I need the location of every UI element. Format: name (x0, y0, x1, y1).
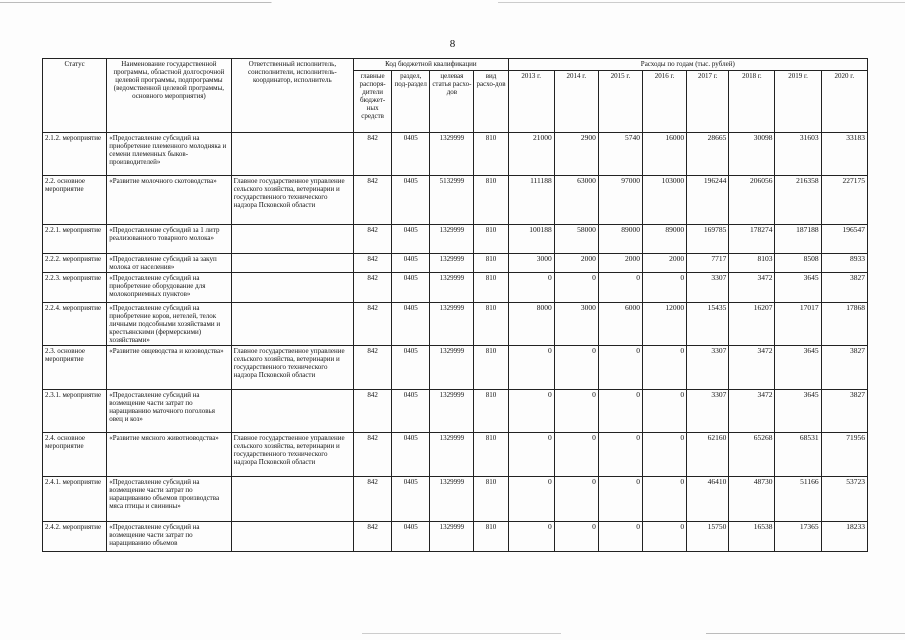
row-value: 3307 (687, 273, 729, 303)
row-value: 0 (643, 390, 687, 433)
row-value: 7717 (687, 254, 729, 273)
row-code-rz: 0405 (392, 522, 430, 552)
row-value: 0 (508, 346, 554, 390)
row-value: 196547 (821, 225, 867, 254)
row-value: 0 (598, 390, 642, 433)
row-value: 3307 (687, 390, 729, 433)
row-value: 3645 (775, 346, 821, 390)
table-row (43, 254, 868, 273)
row-status: 2.2. основное мероприятие (43, 176, 107, 225)
table-body (43, 133, 868, 552)
row-value: 0 (643, 522, 687, 552)
header-year: 2014 г. (554, 71, 598, 133)
row-name: «Развитие молочного скотоводства» (107, 176, 231, 225)
table-row (43, 133, 868, 176)
row-code-rz: 0405 (392, 346, 430, 390)
row-value: 17017 (775, 303, 821, 346)
page-number: 8 (449, 38, 456, 50)
scan-edge-top (0, 2, 905, 3)
row-value: 8000 (508, 303, 554, 346)
row-code-vr: 810 (474, 346, 508, 390)
row-value: 3472 (729, 346, 775, 390)
row-value: 0 (508, 477, 554, 522)
row-executor (231, 254, 353, 273)
row-code-cs: 1329999 (430, 346, 474, 390)
row-code-gr: 842 (354, 477, 392, 522)
row-code-vr: 810 (474, 303, 508, 346)
row-code-vr: 810 (474, 390, 508, 433)
table-row (43, 477, 868, 522)
row-value: 28665 (687, 133, 729, 176)
row-executor: Главное государственное управление сельского хозяйства, ветеринарии и государственного технического надзора Псковской области (231, 433, 353, 477)
row-value: 12000 (643, 303, 687, 346)
row-value: 15435 (687, 303, 729, 346)
row-value: 0 (554, 522, 598, 552)
table-row (43, 176, 868, 225)
row-value: 3827 (821, 346, 867, 390)
row-code-vr: 810 (474, 176, 508, 225)
row-value: 8508 (775, 254, 821, 273)
header-year: 2018 г. (729, 71, 775, 133)
row-value: 62160 (687, 433, 729, 477)
row-code-gr: 842 (354, 522, 392, 552)
row-value: 31603 (775, 133, 821, 176)
header-code-gr: главные распоря-дители бюджет-ных средств (354, 71, 392, 133)
row-executor: Главное государственное управление сельского хозяйства, ветеринарии и государственного технического надзора Псковской области (231, 176, 353, 225)
row-code-cs: 1329999 (430, 433, 474, 477)
header-year: 2016 г. (643, 71, 687, 133)
budget-table (42, 58, 868, 552)
row-code-cs: 1329999 (430, 133, 474, 176)
row-value: 0 (554, 390, 598, 433)
row-name: «Предоставление субсидий на возмещение части затрат по наращиванию маточного поголовья овец и коз» (107, 390, 231, 433)
row-code-rz: 0405 (392, 390, 430, 433)
row-value: 0 (598, 346, 642, 390)
row-name: «Предоставление субсидий на приобретение оборудование для молокоприемных пунктов» (107, 273, 231, 303)
scan-edge-bottom (0, 633, 905, 634)
row-value: 17365 (775, 522, 821, 552)
row-code-rz: 0405 (392, 273, 430, 303)
header-year: 2013 г. (508, 71, 554, 133)
row-code-vr: 810 (474, 254, 508, 273)
row-code-gr: 842 (354, 254, 392, 273)
row-value: 206056 (729, 176, 775, 225)
row-value: 3827 (821, 390, 867, 433)
row-value: 187188 (775, 225, 821, 254)
row-value: 0 (554, 433, 598, 477)
row-value: 3472 (729, 390, 775, 433)
row-code-gr: 842 (354, 433, 392, 477)
header-year: 2019 г. (775, 71, 821, 133)
header-executor: Ответственный исполнитель, соисполнители, исполнитель-координатор, исполнитель (231, 59, 353, 133)
row-value: 51166 (775, 477, 821, 522)
row-code-vr: 810 (474, 477, 508, 522)
row-value: 18233 (821, 522, 867, 552)
row-status: 2.2.2. мероприятие (43, 254, 107, 273)
row-value: 0 (643, 273, 687, 303)
row-name: «Предоставление субсидий за закуп молока от населения» (107, 254, 231, 273)
row-code-rz: 0405 (392, 225, 430, 254)
row-value: 30098 (729, 133, 775, 176)
row-value: 15750 (687, 522, 729, 552)
row-value: 33183 (821, 133, 867, 176)
row-value: 0 (643, 346, 687, 390)
row-value: 21000 (508, 133, 554, 176)
row-value: 3645 (775, 273, 821, 303)
row-code-cs: 1329999 (430, 522, 474, 552)
row-code-cs: 1329999 (430, 477, 474, 522)
row-value: 111188 (508, 176, 554, 225)
row-status: 2.2.1. мероприятие (43, 225, 107, 254)
row-code-cs: 1329999 (430, 225, 474, 254)
row-value: 0 (598, 522, 642, 552)
row-value: 16000 (643, 133, 687, 176)
row-value: 0 (598, 433, 642, 477)
row-value: 0 (598, 477, 642, 522)
row-value: 227175 (821, 176, 867, 225)
row-code-vr: 810 (474, 133, 508, 176)
row-name: «Предоставление субсидий на возмещение части затрат по наращиванию объемов (107, 522, 231, 552)
row-value: 8103 (729, 254, 775, 273)
row-value: 53723 (821, 477, 867, 522)
header-code-rz: раздел, под-раздел (392, 71, 430, 133)
row-value: 196244 (687, 176, 729, 225)
row-executor (231, 522, 353, 552)
header-year: 2015 г. (598, 71, 642, 133)
row-status: 2.1.2. мероприятие (43, 133, 107, 176)
row-value: 0 (554, 273, 598, 303)
row-value: 68531 (775, 433, 821, 477)
row-executor: Главное государственное управление сельского хозяйства, ветеринарии и государственного технического надзора Псковской области (231, 346, 353, 390)
row-code-cs: 5132999 (430, 176, 474, 225)
row-value: 0 (554, 477, 598, 522)
header-status: Статус (43, 59, 107, 133)
row-value: 0 (508, 273, 554, 303)
row-code-vr: 810 (474, 522, 508, 552)
row-executor (231, 273, 353, 303)
row-value: 3472 (729, 273, 775, 303)
row-status: 2.4.1. мероприятие (43, 477, 107, 522)
row-code-gr: 842 (354, 346, 392, 390)
row-status: 2.3. основное мероприятие (43, 346, 107, 390)
row-value: 6000 (598, 303, 642, 346)
row-value: 63000 (554, 176, 598, 225)
header-expenses: Расходы по годам (тыс. рублей) (508, 59, 867, 71)
row-code-rz: 0405 (392, 254, 430, 273)
row-value: 3645 (775, 390, 821, 433)
row-status: 2.4.2. мероприятие (43, 522, 107, 552)
row-value: 58000 (554, 225, 598, 254)
row-status: 2.3.1. мероприятие (43, 390, 107, 433)
row-value: 2900 (554, 133, 598, 176)
row-value: 3307 (687, 346, 729, 390)
row-value: 216358 (775, 176, 821, 225)
row-value: 5740 (598, 133, 642, 176)
row-executor (231, 225, 353, 254)
row-name: «Предоставление субсидий на возмещение части затрат по наращиванию объемов производства мяса птицы и свинины» (107, 477, 231, 522)
row-value: 46410 (687, 477, 729, 522)
table-row (43, 273, 868, 303)
row-code-rz: 0405 (392, 133, 430, 176)
row-value: 16207 (729, 303, 775, 346)
row-code-rz: 0405 (392, 477, 430, 522)
row-code-cs: 1329999 (430, 303, 474, 346)
row-code-gr: 842 (354, 303, 392, 346)
header-code-vr: вид расхо-дов (474, 71, 508, 133)
row-executor (231, 390, 353, 433)
row-value: 2000 (598, 254, 642, 273)
row-value: 3000 (508, 254, 554, 273)
row-value: 3000 (554, 303, 598, 346)
table-row (43, 303, 868, 346)
row-value: 65268 (729, 433, 775, 477)
table-row (43, 225, 868, 254)
row-value: 16538 (729, 522, 775, 552)
row-status: 2.2.3. мероприятие (43, 273, 107, 303)
row-value: 89000 (643, 225, 687, 254)
row-value: 0 (508, 390, 554, 433)
row-value: 0 (508, 433, 554, 477)
row-value: 3827 (821, 273, 867, 303)
row-value: 17868 (821, 303, 867, 346)
row-code-gr: 842 (354, 225, 392, 254)
row-code-gr: 842 (354, 273, 392, 303)
row-code-cs: 1329999 (430, 273, 474, 303)
row-code-vr: 810 (474, 273, 508, 303)
row-status: 2.2.4. мероприятие (43, 303, 107, 346)
row-executor (231, 303, 353, 346)
row-code-cs: 1329999 (430, 254, 474, 273)
row-value: 2000 (643, 254, 687, 273)
row-status: 2.4. основное мероприятие (43, 433, 107, 477)
row-name: «Развитие овцеводства и козоводства» (107, 346, 231, 390)
row-code-cs: 1329999 (430, 390, 474, 433)
header-name: Наименование государственной программы, областной долгосрочной целевой программы, подпрограммы (ведомственной целевой программы, основного мероприятия) (107, 59, 231, 133)
row-value: 0 (643, 433, 687, 477)
row-code-vr: 810 (474, 433, 508, 477)
row-value: 169785 (687, 225, 729, 254)
header-year: 2017 г. (687, 71, 729, 133)
row-executor (231, 133, 353, 176)
row-value: 0 (598, 273, 642, 303)
header-year: 2020 г. (821, 71, 867, 133)
table-row (43, 346, 868, 390)
row-value: 178274 (729, 225, 775, 254)
row-code-gr: 842 (354, 390, 392, 433)
row-name: «Предоставление субсидий на приобретение племенного молодняка и семени племенных быков-производителей» (107, 133, 231, 176)
row-value: 97000 (598, 176, 642, 225)
row-code-rz: 0405 (392, 176, 430, 225)
row-value: 48730 (729, 477, 775, 522)
row-value: 0 (554, 346, 598, 390)
row-executor (231, 477, 353, 522)
header-code-cs: целевая статья расхо-дов (430, 71, 474, 133)
row-value: 71956 (821, 433, 867, 477)
row-code-gr: 842 (354, 176, 392, 225)
row-value: 100188 (508, 225, 554, 254)
row-name: «Предоставление субсидий за 1 литр реализованного товарного молока» (107, 225, 231, 254)
table-row (43, 433, 868, 477)
row-code-rz: 0405 (392, 433, 430, 477)
row-value: 89000 (598, 225, 642, 254)
row-value: 0 (643, 477, 687, 522)
row-value: 8933 (821, 254, 867, 273)
row-name: «Развитие мясного животноводства» (107, 433, 231, 477)
row-code-rz: 0405 (392, 303, 430, 346)
row-code-vr: 810 (474, 225, 508, 254)
row-value: 2000 (554, 254, 598, 273)
table-row (43, 522, 868, 552)
row-value: 0 (508, 522, 554, 552)
table-row (43, 390, 868, 433)
row-value: 103000 (643, 176, 687, 225)
row-code-gr: 842 (354, 133, 392, 176)
header-budget-code: Код бюджетной квалификации (354, 59, 509, 71)
row-name: «Предоставление субсидий на приобретение коров, нетелей, телок личными подсобными хозяйствами и крестьянскими (фермерскими) хозяйствами» (107, 303, 231, 346)
